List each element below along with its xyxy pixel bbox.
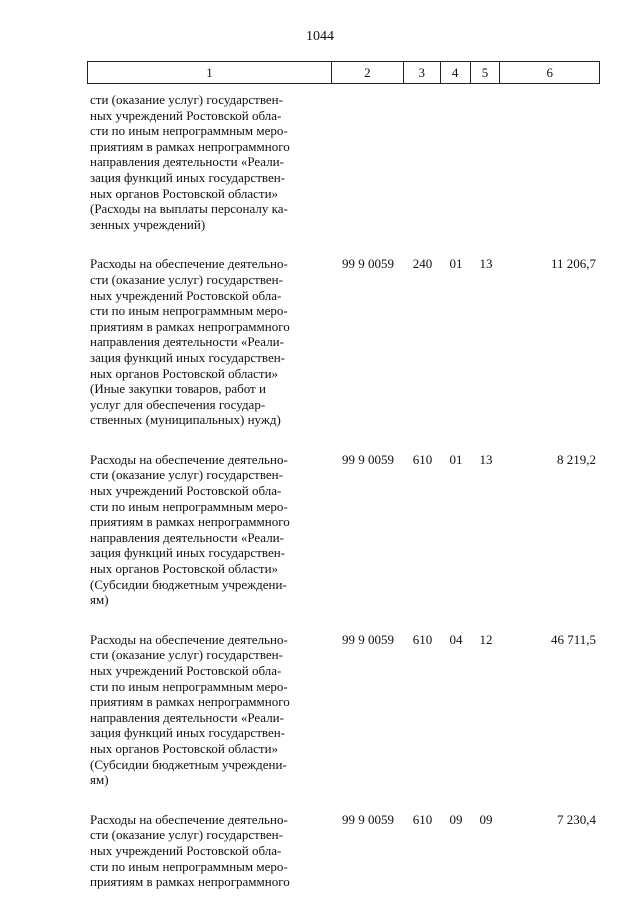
row-amount: 7 230,4 bbox=[557, 811, 596, 827]
row-section bbox=[441, 92, 471, 232]
header-col-6: 6 bbox=[546, 64, 553, 80]
row-section: 01 bbox=[449, 256, 463, 272]
row-subsection: 09 bbox=[479, 811, 493, 827]
header-col-5: 5 bbox=[471, 62, 501, 83]
row-target-code: 99 9 0059 bbox=[342, 811, 394, 827]
row-subsection bbox=[471, 92, 501, 232]
row-description: сти (оказание услуг) государствен- ных учреждений Ростовской обла- сти по иным непрограммным меро- приятиям в рамках непрограммного направления деятельности «Реали- зация функций иных государствен- ных органов Ростовской области» (Расходы на выплаты персоналу ка- зенных учреждений) bbox=[90, 92, 290, 232]
row-subsection: 13 bbox=[479, 451, 493, 467]
table-body bbox=[87, 92, 600, 890]
row-target-code: 99 9 0059 bbox=[342, 631, 394, 647]
header-col-1: 1 bbox=[88, 62, 332, 83]
row-target-code: 99 9 0059 bbox=[342, 451, 394, 467]
page-number: 1044 bbox=[306, 29, 334, 44]
table-row bbox=[87, 256, 600, 428]
table-row bbox=[87, 812, 600, 890]
table-row bbox=[87, 452, 600, 608]
row-subsection: 13 bbox=[479, 256, 493, 272]
row-target-code: 99 9 0059 bbox=[342, 256, 394, 272]
table-row bbox=[87, 632, 600, 788]
header-col-3: 3 bbox=[404, 62, 441, 83]
row-amount: 8 219,2 bbox=[557, 451, 596, 467]
row-amount: 11 206,7 bbox=[550, 256, 596, 272]
row-description: Расходы на обеспечение деятельно- сти (оказание услуг) государствен- ных учреждений Ростовской обла- сти по иным непрограммным меро- приятиям в рамках непрограммного bbox=[90, 811, 290, 890]
header-col-4: 4 bbox=[441, 62, 471, 83]
row-description: Расходы на обеспечение деятельно- сти (оказание услуг) государствен- ных учреждений Ростовской обла- сти по иным непрограммным меро- приятиям в рамках непрограммного направления деятельности «Реали- зация функций иных государствен- ных органов Ростовской области» (Субсидии бюджетным учреждени- ям) bbox=[90, 631, 290, 788]
row-section: 09 bbox=[449, 811, 463, 827]
table-header bbox=[87, 61, 600, 84]
row-expense-type: 610 bbox=[412, 451, 433, 467]
row-subsection: 12 bbox=[479, 631, 493, 647]
row-section: 01 bbox=[449, 451, 463, 467]
row-target-code bbox=[332, 92, 404, 232]
row-description: Расходы на обеспечение деятельно- сти (оказание услуг) государствен- ных учреждений Ростовской обла- сти по иным непрограммным меро- приятиям в рамках непрограммного направления деятельности «Реали- зация функций иных государствен- ных органов Ростовской области» (Субсидии бюджетным учреждени- ям) bbox=[90, 451, 290, 608]
row-description: Расходы на обеспечение деятельно- сти (оказание услуг) государствен- ных учреждений Ростовской обла- сти по иным непрограммным меро- приятиям в рамках непрограммного направления деятельности «Реали- зация функций иных государствен- ных органов Ростовской области» (Иные закупки товаров, работ и услуг для обеспечения государ- ственных (муниципальных) нужд) bbox=[90, 256, 290, 428]
header-col-2: 2 bbox=[332, 62, 404, 83]
row-expense-type: 610 bbox=[412, 631, 433, 647]
row-section: 04 bbox=[449, 631, 463, 647]
row-expense-type bbox=[404, 92, 441, 232]
row-expense-type: 610 bbox=[412, 811, 433, 827]
row-amount: 46 711,5 bbox=[550, 631, 596, 647]
table-row bbox=[87, 92, 600, 232]
row-amount bbox=[501, 92, 600, 232]
row-expense-type: 240 bbox=[412, 256, 433, 272]
